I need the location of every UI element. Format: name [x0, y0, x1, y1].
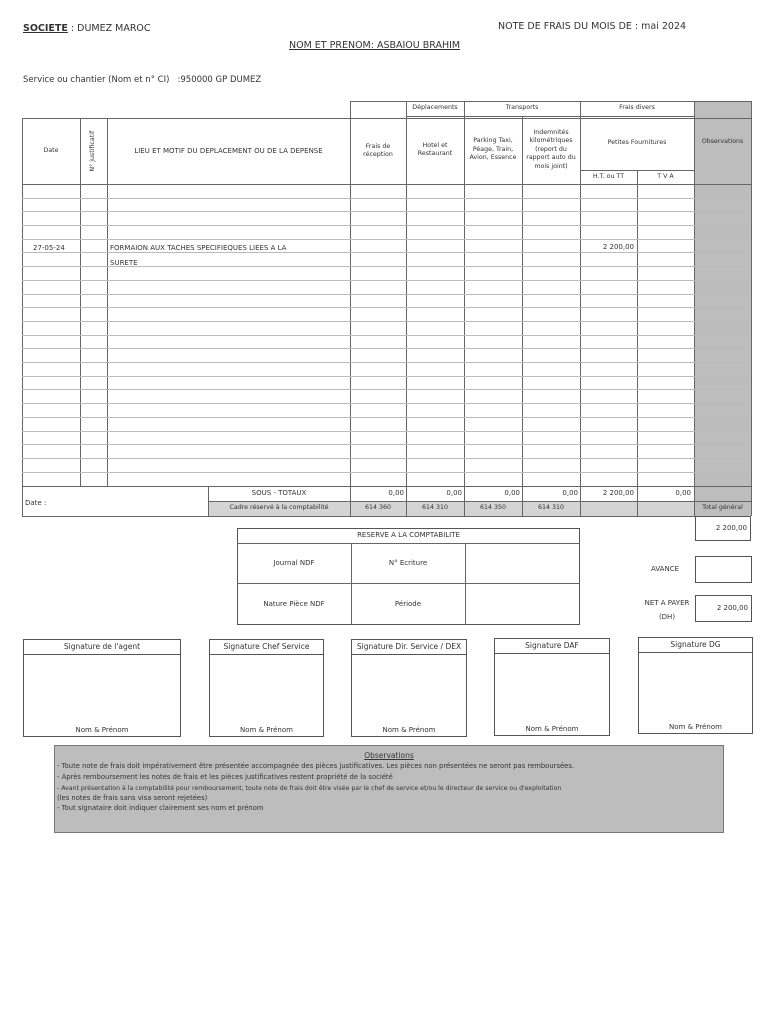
observation-line: - Toute note de frais doit impérativement être présentée accompagnée des pièces justificatives. Les pièces non présentées ne seront pas remboursées.	[57, 762, 575, 770]
signature-agent-box	[23, 639, 181, 737]
table-row-line	[22, 211, 751, 212]
table-row-line	[22, 348, 751, 349]
table-row-line	[22, 198, 751, 199]
service-value: :950000 GP DUMEZ	[177, 75, 262, 85]
table-row-line	[22, 444, 751, 445]
table-row-line	[22, 403, 751, 404]
table-row-line	[22, 307, 751, 308]
compta-title: RESERVE A LA COMPTABILITE	[357, 531, 460, 540]
note-de-frais-title: NOTE DE FRAIS DU MOIS DE : mai 2024	[498, 21, 687, 32]
cadre-comptabilite-label: Cadre réservé à la comptabilité	[229, 504, 329, 512]
account-frais: 614 360	[364, 504, 392, 512]
nature-piece-label: Nature Pièce NDF	[263, 599, 325, 608]
subtotal-parking: 0,00	[504, 489, 520, 497]
sous-totaux-label: SOUS - TOTAUX	[251, 489, 307, 498]
subtotal-hotel: 0,00	[446, 489, 462, 497]
table-row-line	[22, 458, 751, 459]
net-a-payer-label: NET A PAYER	[644, 599, 690, 607]
signature-dg-box	[638, 637, 753, 734]
table-row-line	[22, 280, 751, 281]
group-header-frais-divers: Frais divers	[619, 104, 655, 112]
ecriture-label: N° Ecriture	[388, 558, 428, 567]
table-row-line	[22, 362, 751, 363]
signature-dir-service-footer: Nom & Prénom	[382, 726, 436, 734]
observations-title: Observations	[364, 751, 414, 760]
signature-chef-service-box	[209, 639, 324, 737]
service-line	[23, 75, 261, 85]
entry-date: 27-05-24	[33, 244, 65, 252]
col-header-justificatif	[80, 118, 107, 184]
societe-label: SOCIETE	[23, 23, 68, 34]
signature-agent-title: Signature de l'agent	[24, 640, 180, 655]
observation-line: - Après remboursement les notes de frais et les pièces justificatives restent propriété de la société	[57, 773, 393, 781]
signature-dir-service-box	[351, 639, 467, 737]
observation-line: (les notes de frais sans visa seront rejetées)	[57, 794, 208, 802]
col-header-indemnites: Indemnités kilométriques (report du rapport auto du mois joint)	[526, 128, 576, 170]
col-header-tva: T V A	[657, 172, 674, 180]
signature-chef-service-footer: Nom & Prénom	[240, 726, 293, 734]
group-header-deplacements: Déplacements	[412, 104, 458, 112]
date-label: Date :	[25, 499, 47, 507]
signature-dir-service-title: Signature Dir. Service / DEX	[352, 640, 466, 655]
entry-lieu-line2: SURETE	[110, 259, 138, 267]
avance-label: AVANCE	[651, 565, 680, 573]
table-row-line	[22, 294, 751, 295]
col-header-parking: Parking Taxi, Péage, Train, Avion, Essence	[469, 137, 517, 162]
subtotal-frais: 0,00	[388, 489, 404, 497]
signature-daf-title: Signature DAF	[495, 639, 609, 654]
total-general-label: Total général	[702, 504, 743, 512]
observation-line: - Avant présentation à la comptabilité pour remboursement, toute note de frais doit être visée par le chef de service et/ou le directeur de service ou d'exploitation	[57, 785, 562, 792]
entry-ht: 2 200,00	[602, 243, 634, 251]
table-row-line	[22, 389, 751, 390]
account-hotel: 614 310	[421, 504, 449, 512]
table-row-line	[22, 417, 751, 418]
table-row-line	[22, 239, 751, 240]
subtotal-ht: 2 200,00	[602, 489, 634, 497]
signature-daf-footer: Nom & Prénom	[525, 725, 579, 733]
societe-line	[23, 23, 151, 34]
societe-value: : DUMEZ MAROC	[70, 23, 151, 34]
col-header-hotel: Hotel et Restaurant	[417, 141, 453, 157]
account-parking: 614 350	[479, 504, 507, 512]
table-row-line	[22, 321, 751, 322]
subtotal-tva: 0,00	[675, 489, 691, 497]
signature-daf-box	[494, 638, 610, 736]
col-header-date: Date	[43, 146, 59, 154]
col-header-ht: H.T. ou TT	[592, 172, 625, 180]
signature-chef-service-title: Signature Chef Service	[210, 640, 323, 655]
table-row-line	[22, 376, 751, 377]
signature-dg-footer: Nom & Prénom	[669, 723, 722, 731]
journal-ndf-label: Journal NDF	[273, 558, 315, 567]
total-general-value: 2 200,00	[715, 524, 747, 532]
table-row-line	[22, 335, 751, 336]
signature-dg-title: Signature DG	[639, 638, 752, 653]
periode-label: Période	[394, 599, 422, 608]
net-a-payer-value: 2 200,00	[716, 604, 748, 612]
col-header-petites-fournitures: Petites Fournitures	[607, 138, 667, 146]
group-header-transports: Transports	[505, 104, 539, 112]
avance-box	[695, 556, 752, 583]
signature-agent-footer: Nom & Prénom	[75, 726, 129, 734]
table-row-line	[22, 252, 751, 253]
entry-lieu-line1: FORMAION AUX TACHES SPECIFIEQUES LIEES A LA	[110, 244, 287, 252]
observations-box	[54, 745, 724, 833]
net-a-payer-box	[695, 595, 752, 622]
col-header-lieu: LIEU ET MOTIF DU DEPLACEMENT OU DE LA DEPENSE	[134, 146, 323, 155]
justificatif-label: N° justificatif	[89, 130, 97, 172]
table-row-line	[22, 431, 751, 432]
net-a-payer-unit: (DH)	[658, 613, 676, 621]
account-indemnites: 614 310	[537, 504, 565, 512]
total-general-box	[695, 516, 751, 541]
subtotal-indemnites: 0,00	[562, 489, 578, 497]
col-header-observations: Observations	[701, 138, 744, 146]
service-label: Service ou chantier (Nom et n° CI)	[23, 75, 170, 85]
table-row-line	[22, 225, 751, 226]
nom-prenom: NOM ET PRENOM: ASBAIOU BRAHIM	[289, 40, 461, 51]
observation-line: - Tout signataire doit indiquer clairement ses nom et prénom	[57, 804, 264, 812]
table-row-line	[22, 472, 751, 473]
col-header-frais-reception: Frais de réception	[363, 142, 393, 158]
